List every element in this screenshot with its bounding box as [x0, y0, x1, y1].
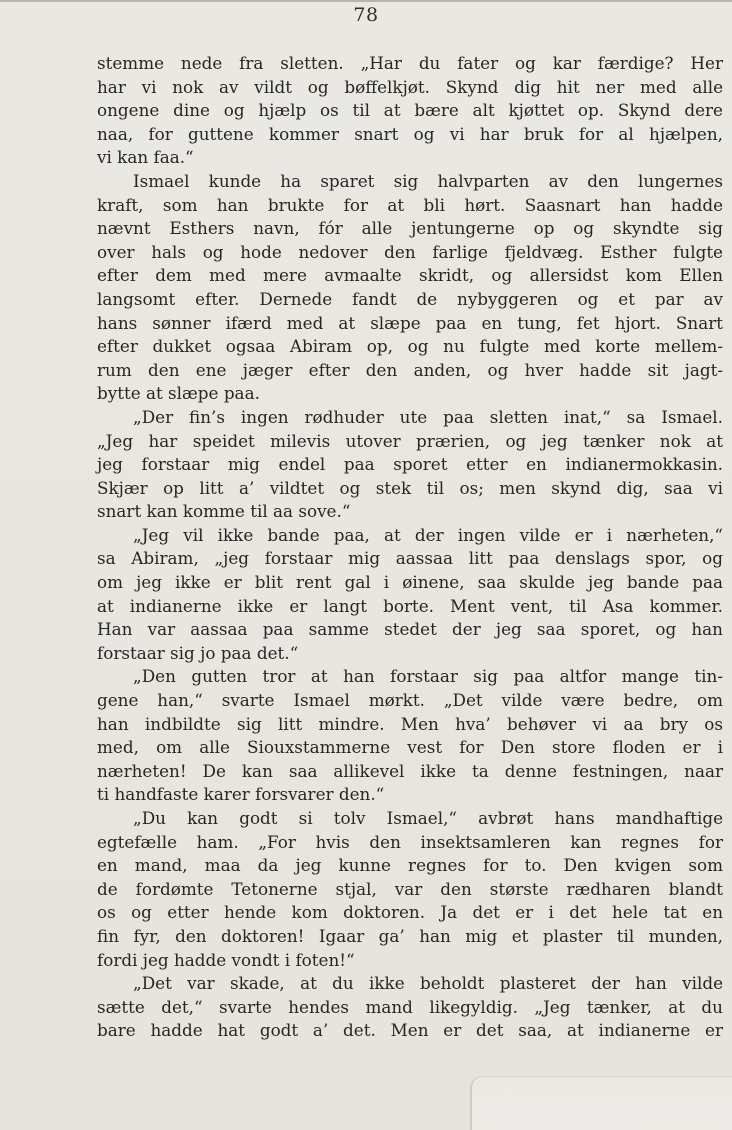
text-line: nævnt Esthers navn, fór alle jentungerne op og skyndte sig: [97, 218, 723, 239]
top-edge-rule: [0, 0, 732, 2]
text-line: „Du kan godt si tolv Ismael,“ avbrøt hans mandhaftige: [133, 808, 723, 828]
text-line: bare hadde hat godt a’ det. Men er det saa, at indianerne er: [97, 1020, 723, 1041]
text-line: sætte det,“ svarte hendes mand likegyldig. „Jeg tænker, at du: [97, 996, 723, 1017]
text-line: om jeg ikke er blit rent gal i øinene, saa skulde jeg bande paa: [97, 572, 723, 593]
text-line: Han var aassaa paa samme stedet der jeg saa sporet, og han: [97, 619, 723, 640]
text-line: jeg forstaar mig endel paa sporet etter en indianermokkasin.: [97, 454, 723, 475]
text-line: med, om alle Siouxstammerne vest for Den store floden er i: [97, 737, 723, 758]
text-line: ti handfaste karer forsvarer den.“: [97, 784, 385, 805]
text-line: ongene dine og hjælp os til at bære alt kjøttet op. Skynd dere: [97, 100, 723, 121]
text-line: forstaar sig jo paa det.“: [97, 642, 299, 663]
text-line: en mand, maa da jeg kunne regnes for to. Den kvigen som: [97, 855, 723, 876]
text-line: rum den ene jæger efter den anden, og hver hadde sit jagt-: [97, 359, 723, 380]
text-line: „Det var skade, at du ikke beholdt plasteret der han vilde: [133, 973, 723, 994]
text-line: at indianerne ikke er langt borte. Ment vent, til Asa kommer.: [97, 595, 723, 616]
text-line: nærheten! De kan saa allikevel ikke ta denne festningen, naar: [97, 760, 723, 781]
text-line: kraft, som han brukte for at bli hørt. Saasnart han hadde: [97, 194, 723, 215]
text-line: stemme nede fra sletten. „Har du fater og kar færdige? Her: [97, 53, 723, 73]
text-line: os og etter hende kom doktoren. Ja det er i det hele tat en: [97, 902, 723, 923]
text-line: sa Abiram, „jeg forstaar mig aassaa litt paa denslags spor, og: [97, 548, 723, 569]
text-line: langsomt efter. Dernede fandt de nybyggeren og et par av: [97, 288, 723, 309]
text-line: efter dem med mere avmaalte skridt, og allersidst kom Ellen: [97, 265, 723, 286]
page-number: 78: [353, 4, 379, 26]
text-line: vi kan faa.“: [97, 147, 194, 168]
text-line: „Den gutten tror at han forstaar sig paa altfor mange tin-: [133, 666, 723, 687]
text-line: hans sønner ifærd med at slæpe paa en tung, fet hjort. Snart: [97, 312, 723, 333]
text-line: naa, for guttene kommer snart og vi har bruk for al hjælpen,: [97, 123, 723, 144]
text-line: de fordømte Tetonerne stjal, var den største rædharen blandt: [97, 878, 723, 899]
text-line: „Jeg vil ikke bande paa, at der ingen vilde er i nærheten,“: [133, 524, 723, 545]
text-line: „Jeg har speidet milevis utover prærien, og jeg tænker nok at: [97, 430, 723, 451]
text-line: gene han,“ svarte Ismael mørkt. „Det vilde være bedre, om: [97, 690, 723, 711]
page-corner-shadow: [470, 1076, 732, 1130]
text-line: fin fyr, den doktoren! Igaar ga’ han mig et plaster til munden,: [97, 925, 723, 946]
text-line: Skjær op litt a’ vildtet og stek til os; men skynd dig, saa vi: [97, 477, 723, 498]
text-line: efter dukket ogsaa Abiram op, og nu fulgte med korte mellem-: [97, 336, 723, 357]
text-line: Ismael kunde ha sparet sig halvparten av den lungernes: [133, 170, 723, 191]
body-text: [97, 52, 723, 1043]
text-line: fordi jeg hadde vondt i foten!“: [97, 949, 355, 970]
text-line: egtefælle ham. „For hvis den insektsamleren kan regnes for: [97, 831, 723, 852]
text-line: „Der fin’s ingen rødhuder ute paa sletten inat,“ sa Ismael.: [133, 406, 723, 427]
text-line: har vi nok av vildt og bøffelkjøt. Skynd dig hit ner med alle: [97, 76, 723, 97]
text-line: han indbildte sig litt mindre. Men hva’ behøver vi aa bry os: [97, 713, 723, 734]
text-line: bytte at slæpe paa.: [97, 383, 260, 404]
text-line: over hals og hode nedover den farlige fjeldvæg. Esther fulgte: [97, 241, 723, 262]
text-line: snart kan komme til aa sove.“: [97, 501, 351, 522]
